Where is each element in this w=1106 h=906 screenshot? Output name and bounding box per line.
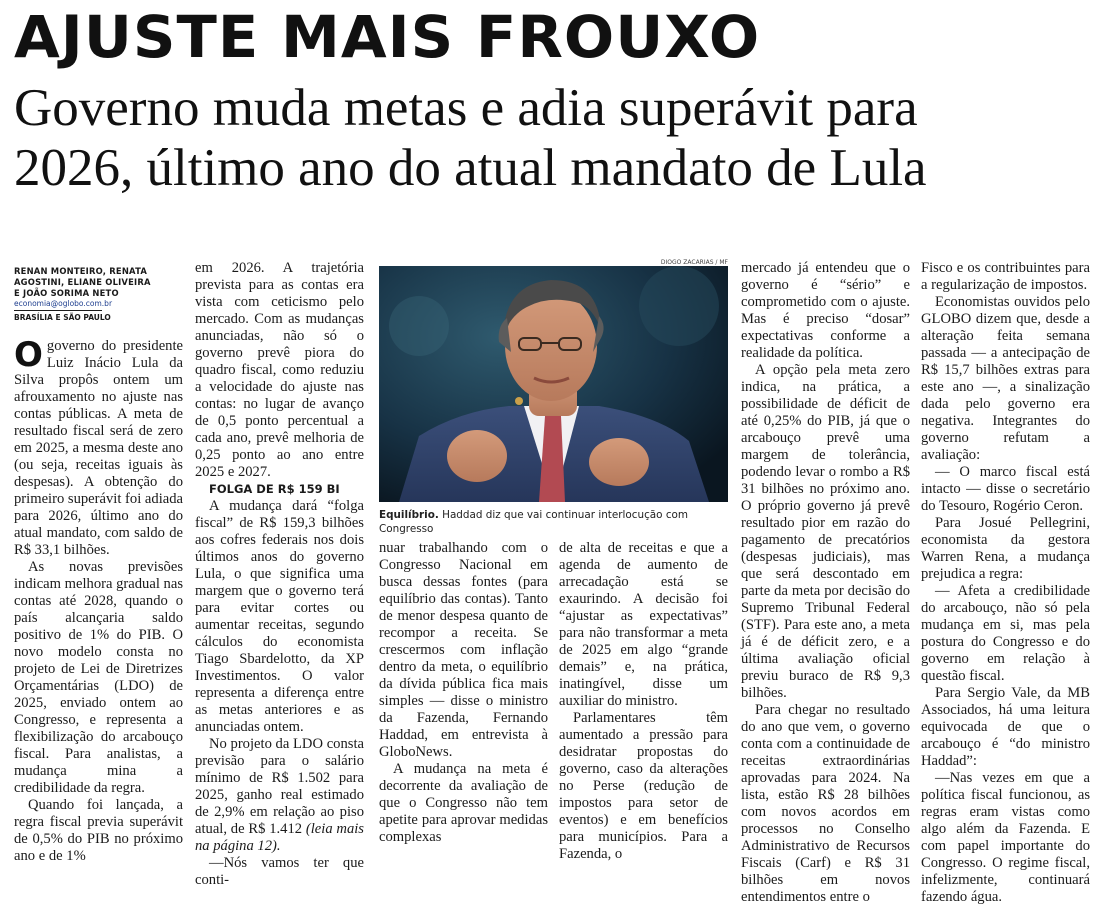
paragraph: A mudança na meta é decorrente da avaliação de que o Congresso não tem apetite para aprovar medidas complexas — [379, 761, 548, 845]
paragraph: No projeto da LDO consta previsão para o salário mínimo de R$ 1.502 para 2025, ganho real estimado de 2,9% em relação ao piso atual, de R$ 1.412 (leia mais na página 12). — [195, 736, 364, 854]
paragraph: —Nas vezes em que a política fiscal funcionou, as regras eram vistas como algo além da Fazenda. E com papel importante do Congresso. O regime fiscal, infelizmente, continuará fazendo água. — [921, 770, 1090, 905]
headline — [14, 78, 1094, 198]
headline-line-2: 2026, último ano do atual mandato de Lula — [14, 139, 927, 197]
article-column-6 — [921, 260, 1090, 906]
byline — [14, 266, 183, 299]
photo-caption — [379, 508, 728, 536]
article-column-4 — [559, 540, 728, 863]
paragraph: de alta de receitas e que a agenda de aumento de arrecadação está se exaurindo. A decisão foi “ajustar as expectativas” para não transformar a meta de 2025 em algo “grande demais” e, na prática, inatingível, disse um auxiliar do ministro. — [559, 540, 728, 709]
page-reference: (leia mais na página 12). — [195, 821, 364, 854]
paragraph: mercado já entendeu que o governo é “sério” e comprometido com o ajuste. Mas é preciso “dosar” expectativas conforme a realidade da política. — [741, 260, 910, 361]
dateline-location: BRASÍLIA E SÃO PAULO — [14, 313, 111, 322]
section-subhead: FOLGA DE R$ 159 BI — [209, 482, 340, 496]
byline-authors-3: E JOÃO SORIMA NETO — [14, 288, 119, 298]
paragraph: Ogoverno do presidente Luiz Inácio Lula da Silva propôs ontem um afrouxamento no ajuste nas contas públicas. A meta de resultado fiscal será de zero em 2025, a mesma deste ano (ou seja, receitas iguais às despesas). A obtenção do primeiro superávit foi adiada para 2026, último ano do atual mandato, com saldo de R$ 33,1 bilhões. — [14, 335, 183, 558]
paragraph: em 2026. A trajetória prevista para as contas era vista com ceticismo pelo mercado. Com as mudanças anunciadas, não só o governo prevê piora do quadro fiscal, como reduziu a velocidade do ajuste nas contas: no lugar de avanço de 0,5 ponto percentual a cada ano, prevê melhoria de 0,25 ponto ao ano entre 2025 e 2027. — [195, 260, 364, 480]
paragraph: A opção pela meta zero indica, na prática, a possibilidade de déficit de até 0,25% do PIB, já que o arcabouço prevê uma margem de tolerância, podendo levar o rombo a R$ 31 bilhões no próximo ano. O próprio governo já prevê resultado pior em razão do pagamento de precatórios (despesas judiciais), mas que será descontado em parte da meta por decisão do Supremo Tribunal Federal (STF). Para este ano, a meta já é de déficit zero, e a última avaliação oficial previu buraco de R$ 9,3 bilhões. — [741, 362, 910, 701]
paragraph: Fisco e os contribuintes para a regularização de impostos. — [921, 260, 1090, 293]
paragraph: Parlamentares têm aumentado a pressão para desidratar propostas do governo, caso da alterações no Perse (redução de impostos para setor de eventos) e em benefícios para municípios. Para a Fazenda, o — [559, 710, 728, 862]
byline-authors-2: AGOSTINI, ELIANE OLIVEIRA — [14, 277, 151, 287]
paragraph: —Nós vamos ter que conti- — [195, 855, 364, 888]
paragraph: — Afeta a credibilidade do arcabouço, não só pela mudança em si, mas pela postura do Congresso e do governo em relação à questão fiscal. — [921, 583, 1090, 684]
paragraph: nuar trabalhando com o Congresso Nacional em busca dessas fontes (para equilíbrio das contas). Tanto de menor despesa quanto de recompor a receita. Se crescermos com inflação dentro da meta, o equilíbrio da dívida pública fica mais simples — disse o ministro da Fazenda, Fernando Haddad, em entrevista à GloboNews. — [379, 540, 548, 760]
headline-line-1: Governo muda metas e adia superávit para — [14, 79, 918, 137]
paragraph: A mudança dará “folga fiscal” de R$ 159,3 bilhões aos cofres federais nos dois últimos anos do governo Lula, o que significa uma margem que o governo terá para evitar cortes ou aumentar receitas, segundo cálculos do economista Tiago Sbardelotto, da XP Investimentos. O valor representa a diferença entre as metas anteriores e as anunciadas ontem. — [195, 498, 364, 735]
photo-credit: DIOGO ZACARIAS / MF — [660, 259, 728, 266]
paragraph: Economistas ouvidos pelo GLOBO dizem que, desde a alteração feita semana passada — a antecipação de R$ 15,7 bilhões extras para este ano —, a sinalização dada pelo governo era negativa. Integrantes do governo refutam a avaliação: — [921, 294, 1090, 463]
kicker: AJUSTE MAIS FROUXO — [14, 3, 761, 71]
caption-lead: Equilíbrio. — [379, 509, 439, 521]
byline-authors-1: RENAN MONTEIRO, RENATA — [14, 266, 148, 276]
paragraph: As novas previsões indicam melhora gradual nas contas até 2028, quando o país alcançaria saldo positivo de 1% do PIB. O novo modelo consta no projeto de Lei de Diretrizes Orçamentárias (LDO) de 2025, enviado ontem ao Congresso, e representa a flexibilização do arcabouço fiscal. Para analistas, a mudança mina a credibilidade da regra. — [14, 559, 183, 796]
paragraph: Para chegar no resultado do ano que vem, o governo conta com a continuidade de receitas extraordinárias aprovadas para 2024. Na lista, estão R$ 28 bilhões com novos acordos em processos no Conselho Administrativo de Recursos Fiscais (Carf) e R$ 31 bilhões em novos entendimentos entre o — [741, 702, 910, 905]
article-column-5 — [741, 260, 910, 906]
article-column-3 — [379, 540, 548, 846]
author-email-link[interactable]: economia@oglobo.com.br — [14, 299, 102, 311]
paragraph: Para Josué Pellegrini, economista da gestora Warren Rena, a mudança prejudica a regra: — [921, 515, 1090, 582]
paragraph: — O marco fiscal está intacto — disse o secretário do Tesouro, Rogério Ceron. — [921, 464, 1090, 514]
paragraph: Quando foi lançada, a regra fiscal previa superávit de 0,5% do PIB no próximo ano e de 1% — [14, 797, 183, 864]
article-column-1 — [14, 260, 183, 865]
drop-cap: O — [14, 335, 43, 375]
caption-text: Haddad diz que vai continuar interlocução com Congresso — [379, 509, 689, 535]
paragraph: Para Sergio Vale, da MB Associados, há uma leitura equivocada de que o arcabouço é “do ministro Haddad”: — [921, 685, 1090, 769]
haddad-photo — [379, 266, 728, 502]
photo-illustration — [379, 266, 728, 502]
